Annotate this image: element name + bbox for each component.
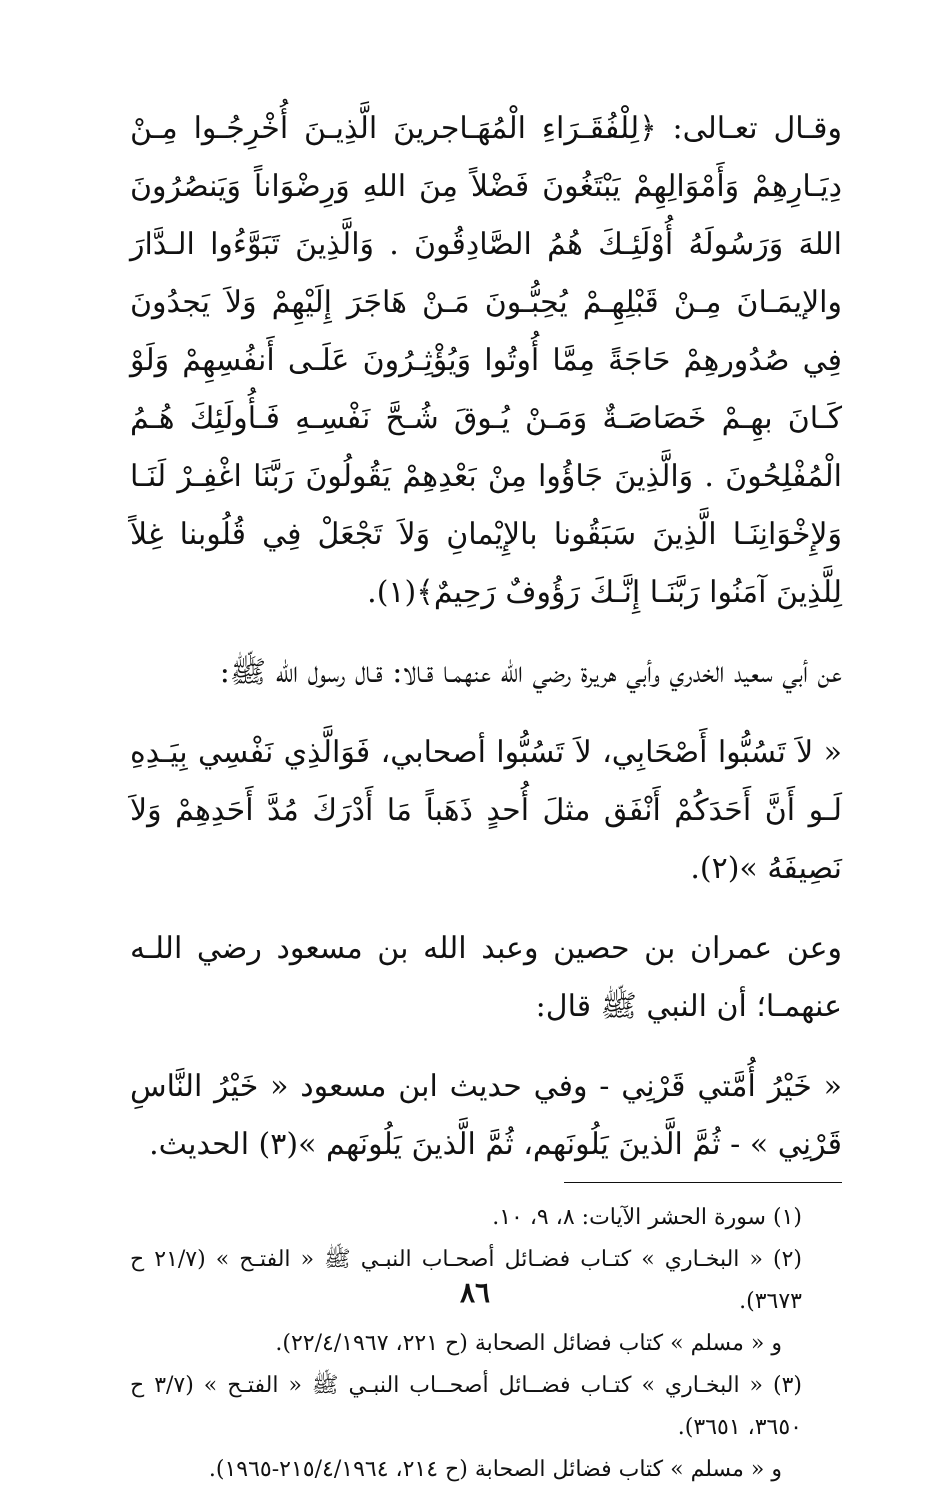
spacer xyxy=(130,622,842,644)
hadith-1-text: « لاَ تَسُبُّوا أَصْحَابِي، لاَ تَسُبُّوا أصحابي، فَوَالَّذِي نَفْسِي بِيَـدِهِ لَـو أَنَّ أَحَدَكُمْ أَنْفَق مثلَ أُحدٍ ذَهَباً مَا أَدْرَكَ مُدَّ أَحَدِهِمْ وَلاَ نَصِيفَهُ »(٢). xyxy=(130,735,842,886)
spacer xyxy=(130,1036,842,1058)
spacer xyxy=(130,898,842,920)
footnote-1: (١) سورة الحشر الآيات: ٨، ٩، ١٠. xyxy=(492,1205,802,1230)
footnote-3: (٣) « البخـاري » كتـاب فضــائل أصحــاب النبـي ﷺ « الفتـح » (٣/٧ ح ٣٦٥٠، ٣٦٥١). xyxy=(130,1373,802,1440)
hadith-2-intro: وعن عمران بن حصين وعبد الله بن مسعود رضي اللـه عنهمـا؛ أن النبي ﷺ قال: xyxy=(130,931,842,1024)
hadith-2-text: « خَيْرُ أُمَّتي قَرْنِي - وفي حديث ابن مسعود « خَيْرُ النَّاسِ قَرْنِي » - ثُمَّ الَّذينَ يَلُونَهم، ثُمَّ الَّذينَ يَلُونَهم »(٣) الحديث. xyxy=(130,1069,842,1162)
footnote-2: (٢) « البخـاري » كتـاب فضـائل أصحـاب النبـي ﷺ « الفتـح » (٢١/٧ ح ٣٦٧٣). xyxy=(130,1247,802,1314)
spacer xyxy=(130,702,842,724)
footnote-2-muslim: و « مسلم » كتاب فضائل الصحابة (ح ٢٢١، ٢٢/٤/١٩٦٧). xyxy=(275,1331,782,1356)
footnote-separator xyxy=(564,1182,842,1183)
footnote-3-muslim: و « مسلم » كتاب فضائل الصحابة (ح ٢١٤، ٢١٥/٤/١٩٦٤-١٩٦٥). xyxy=(208,1457,782,1482)
page-number: ٨٦ xyxy=(459,1276,491,1309)
quran-verse-paragraph: وقـال تعـالى: ﴿لِلْفُقَـرَاءِ الْمُهَـاجرينَ الَّذِيـنَ أُخْرِجُـوا مِـنْ دِيَـارِهِمْ وَأَمْوَالِهِمْ يَبْتَغُونَ فَضْلاً مِنَ اللهِ وَرِضْوَاناً وَيَنصُرُونَ اللهَ وَرَسُولَهُ أُوْلَئِـكَ هُمُ الصَّادِقُونَ . وَالَّذِينَ تَبَوَّءُوا الـدَّارَ والإيمَـانَ مِـنْ قَبْلِهِـمْ يُحِبُّـونَ مَـنْ هَاجَرَ إِلَيْهِمْ وَلاَ يَجدُونَ فِي صُدُورهِمْ حَاجَةً مِمَّا أُوتُوا وَيُؤْثِـرُونَ عَلَـى أَنفُسِهِمْ وَلَوْ كَـانَ بهِـمْ خَصَاصَـةٌ وَمَـنْ يُـوقَ شُـحَّ نَفْسِـهِ فَـأُولَئِكَ هُـمُ الْمُفْلِحُونَ . وَالَّذِينَ جَاؤُوا مِنْ بَعْدِهِمْ يَقُولُونَ رَبَّنَا اغْفِـرْ لَنَـا وَلإِخْوَانِنَـا الَّذِينَ سَبَقُونا بالإِيْمانِ وَلاَ تَجْعَلْ فِي قُلُوبنا غِلاً لِلَّذِينَ آمَنُوا رَبَّنَـا إِنَّـكَ رَؤُوفٌ رَحِيمٌ﴾(١). xyxy=(130,111,842,610)
hadith-1-intro: عن أبي سعيد الخدري وأبي هريرة رضي الله عنهمـا قـالا: قـال رسول الله ﷺ: xyxy=(219,655,842,690)
